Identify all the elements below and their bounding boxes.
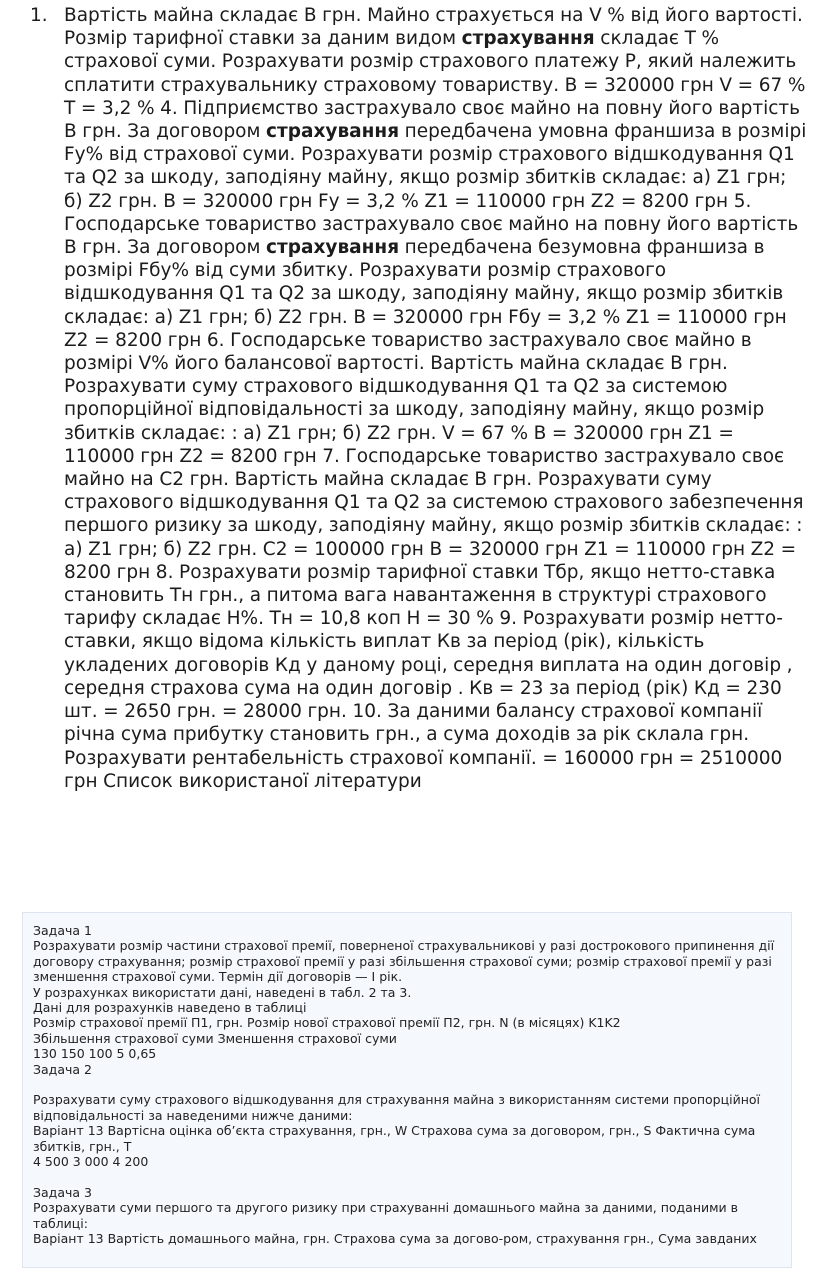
task-line: Варіант 13 Вартісна оцінка об’єкта страхування, грн., W Страхова сума за договором, грн., S Фактична сума збитків, грн., Т <box>33 1123 756 1154</box>
text-segment: передбачена безумовна франшиза в розмірі Fбу% від суми збитку. Розрахувати розмір страхового відшкодування Q1 та Q2 за шкоду, заподіяну майну, якщо розмір збитків складає: а) Z1 грн; б) Z2 грн. В = 320000 грн Fбу = 3,2 % Z1 = 110000 грн Z2 = 8200 грн 6. Господарське товариство застрахувало своє майно в розмірі V% його балансової вартості. Вартість майна складає В грн. Розрахувати суму страхового відшкодування Q1 та Q2 за системою пропорційної відповідальності за шкоду, заподіяну майну, якщо розмір збитків складає: : а) Z1 грн; б) Z2 грн. V = 67 % В = 320000 грн Z1 = 110000 грн Z2 = 8200 грн 7. Господарське товариство застрахувало своє майно на С2 грн. Вартість майна складає В грн. Розрахувати суму страхового відшкодування Q1 та Q2 за системою страхового забезпечення першого ризику за шкоду, заподіяну майну, якщо розмір збитків складає: : а) Z1 грн; б) Z2 грн. С2 = 100000 грн В = 320000 грн Z1 = 110000 грн Z2 = 8200 грн 8. Розрахувати розмір тарифної ставки Тбр, якщо нетто-ставка становить Тн грн., а питома вага навантаження в структурі страхового тарифу складає Н%. Тн = 10,8 коп Н = 30 % 9. Розрахувати розмір нетто-ставки, якщо відома кількість виплат Кв за період (рік), кількість укладених договорів Кд у даному році, середня виплата на один договір , середня страхова сума на один договір . Кв = 23 за період (рік) Кд = 230 шт. = 2650 грн. = 28000 грн. 10. За даними балансу страхової компанії річна сума прибутку становить грн., а сума доходів за рік склала грн. Розрахувати рентабельність страхової компанії. = 160000 грн = 2510000 грн Список використаної літератури <box>64 237 804 792</box>
task-line: 130 150 100 5 0,65 <box>33 1046 157 1062</box>
task-line: У розрахунках використати дані, наведені в табл. 2 та 3. <box>33 984 412 1000</box>
task-line: Варіант 13 Вартість домашнього майна, грн. Страхова сума за догово-ром, страхування грн., Сума завданих <box>33 1231 757 1247</box>
task-line: 4 500 3 000 4 200 <box>33 1154 149 1170</box>
highlight-keyword: страхування <box>461 28 595 50</box>
task-heading: Задача 1 <box>33 923 92 938</box>
main-text-block <box>30 4 810 793</box>
spacer <box>33 1077 781 1092</box>
task-line: Дані для розрахунків наведено в таблиці <box>33 1000 307 1016</box>
task-line: Розрахувати суми першого та другого ризику при страхуванні домашнього майна за даними, поданими в таблиці: <box>33 1200 739 1231</box>
main-paragraph <box>64 4 810 793</box>
spacer <box>33 1169 781 1184</box>
text-segment: передбачена умовна франшиза в розмірі Fу% від страхової суми. Розрахувати розмір страхового відшкодування Q1 та Q2 за шкоду, заподіяну майну, якщо розмір збитків складає: а) Z1 грн; б) Z2 грн. В = 320000 грн Fу = 3,2 % Z1 = 110000 грн Z2 = 8200 грн 5. Господарське товариство застрахувало своє майно на повну його вартість В грн. За договором <box>64 121 807 259</box>
highlight-keyword: страхування <box>266 237 400 259</box>
task-heading: Задача 2 <box>33 1061 92 1077</box>
task-line: Збільшення страхової суми Зменшення страхової суми <box>33 1030 397 1046</box>
task-heading: Задача 3 <box>33 1184 92 1200</box>
list-number: 1. <box>30 5 48 26</box>
tasks-panel <box>22 912 792 1268</box>
text-segment: Вартість майна складає В грн. Майно страхується на V % від його вартості. Розмір тарифної ставки за даним видом <box>64 5 803 50</box>
task-line: Розрахувати розмір частини страхової премії, поверненої страхувальникові у разі дострокового припинення дії договору страхування; розмір страхової премії у разі збільшення страхової суми; розмір страхової премії у разі зменшення страхової суми. Термін дії договорів — I рік. <box>33 938 775 985</box>
text-segment: складає Т % страхової суми. Розрахувати розмір страхового платежу Р, який належить сплатити страхувальнику страховому товариству. В = 320000 грн V = 67 % Т = 3,2 % 4. Підприємство застрахувало своє майно на повну його вартість В грн. За договором <box>64 28 806 143</box>
task-line: Розмір страхової премії П1, грн. Розмір нової страхової премії П2, грн. N (в місяцях) K1K2 <box>33 1015 621 1031</box>
highlight-keyword: страхування <box>266 121 400 143</box>
task-line: Розрахувати суму страхового відшкодування для страхування майна з використанням системи пропорційної відповідальності за наведеними нижче даними: <box>33 1092 760 1123</box>
